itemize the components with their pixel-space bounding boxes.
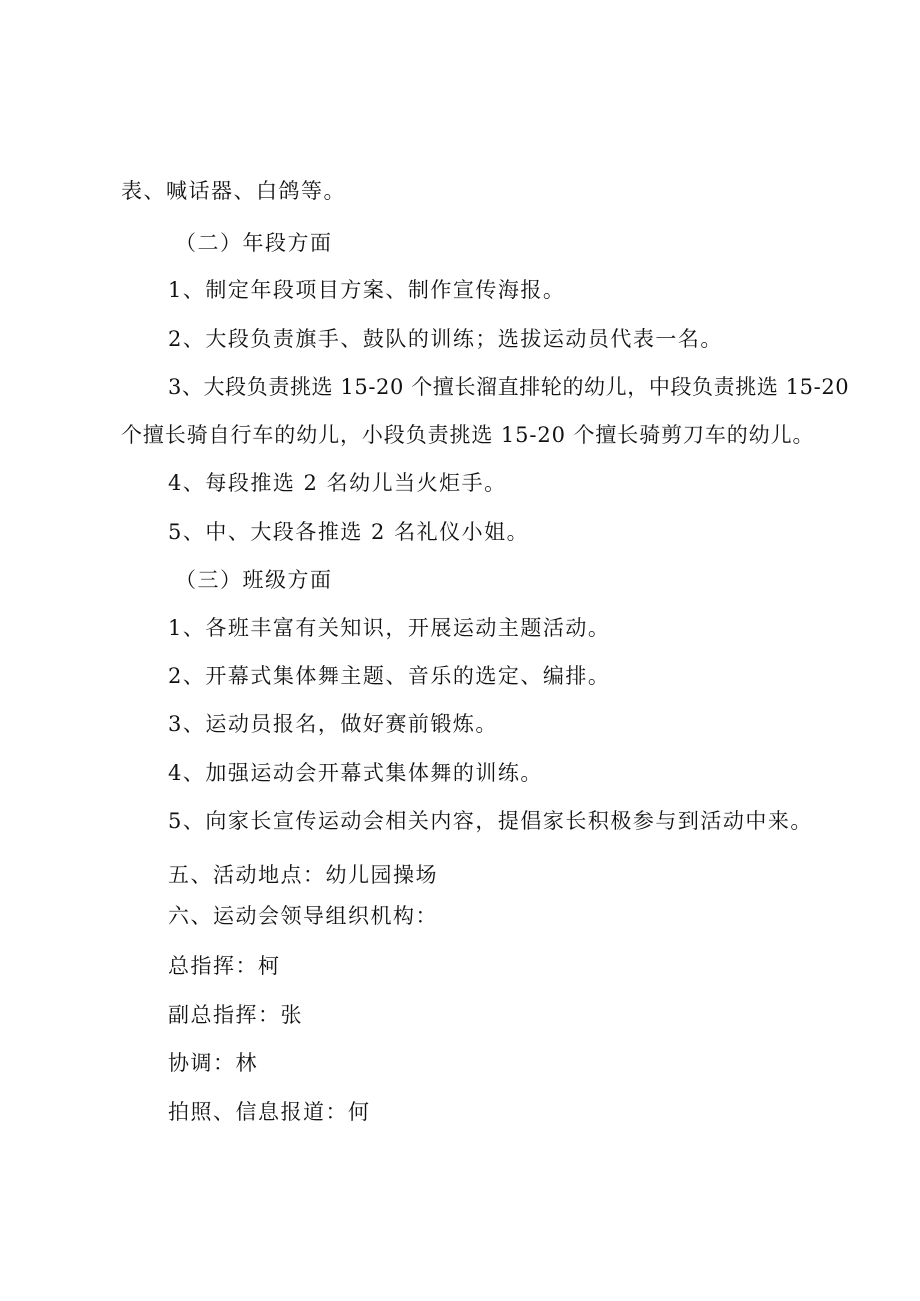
grade-item-4: 4、每段推选 2 名幼儿当火炬手。 <box>168 471 507 495</box>
coordinator: 协调：林 <box>168 1051 258 1075</box>
photo-reporting: 拍照、信息报道：何 <box>168 1100 371 1124</box>
class-item-2: 2、开幕式集体舞主题、音乐的选定、编排。 <box>168 664 611 688</box>
grade-item-3: 3、大段负责挑选 15-20 个擅长溜直排轮的幼儿，中段负责挑选 15-20 <box>168 375 850 399</box>
class-item-4: 4、加强运动会开幕式集体舞的训练。 <box>168 761 543 785</box>
activity-location: 五、活动地点：幼儿园操场 <box>168 863 438 887</box>
class-item-5: 5、向家长宣传运动会相关内容，提倡家长积极参与到活动中来。 <box>168 809 813 833</box>
commander: 总指挥：柯 <box>168 954 281 978</box>
section-heading-class: （三）班级方面 <box>175 568 333 592</box>
class-item-3: 3、运动员报名，做好赛前锻炼。 <box>168 712 498 736</box>
organization-heading: 六、运动会领导组织机构： <box>168 904 438 928</box>
class-item-1: 1、各班丰富有关知识，开展运动主题活动。 <box>168 616 611 640</box>
grade-item-5: 5、中、大段各推选 2 名礼仪小姐。 <box>168 520 530 544</box>
deputy-commander: 副总指挥：张 <box>168 1003 303 1027</box>
text-line-continuation: 表、喊话器、白鸽等。 <box>121 179 346 203</box>
grade-item-1: 1、制定年段项目方案、制作宣传海报。 <box>168 278 566 302</box>
grade-item-2: 2、大段负责旗手、鼓队的训练；选拔运动员代表一名。 <box>168 327 723 351</box>
grade-item-3-continued: 个擅长骑自行车的幼儿，小段负责挑选 15-20 个擅长骑剪刀车的幼儿。 <box>121 423 815 447</box>
section-heading-grade: （二）年段方面 <box>175 231 333 255</box>
